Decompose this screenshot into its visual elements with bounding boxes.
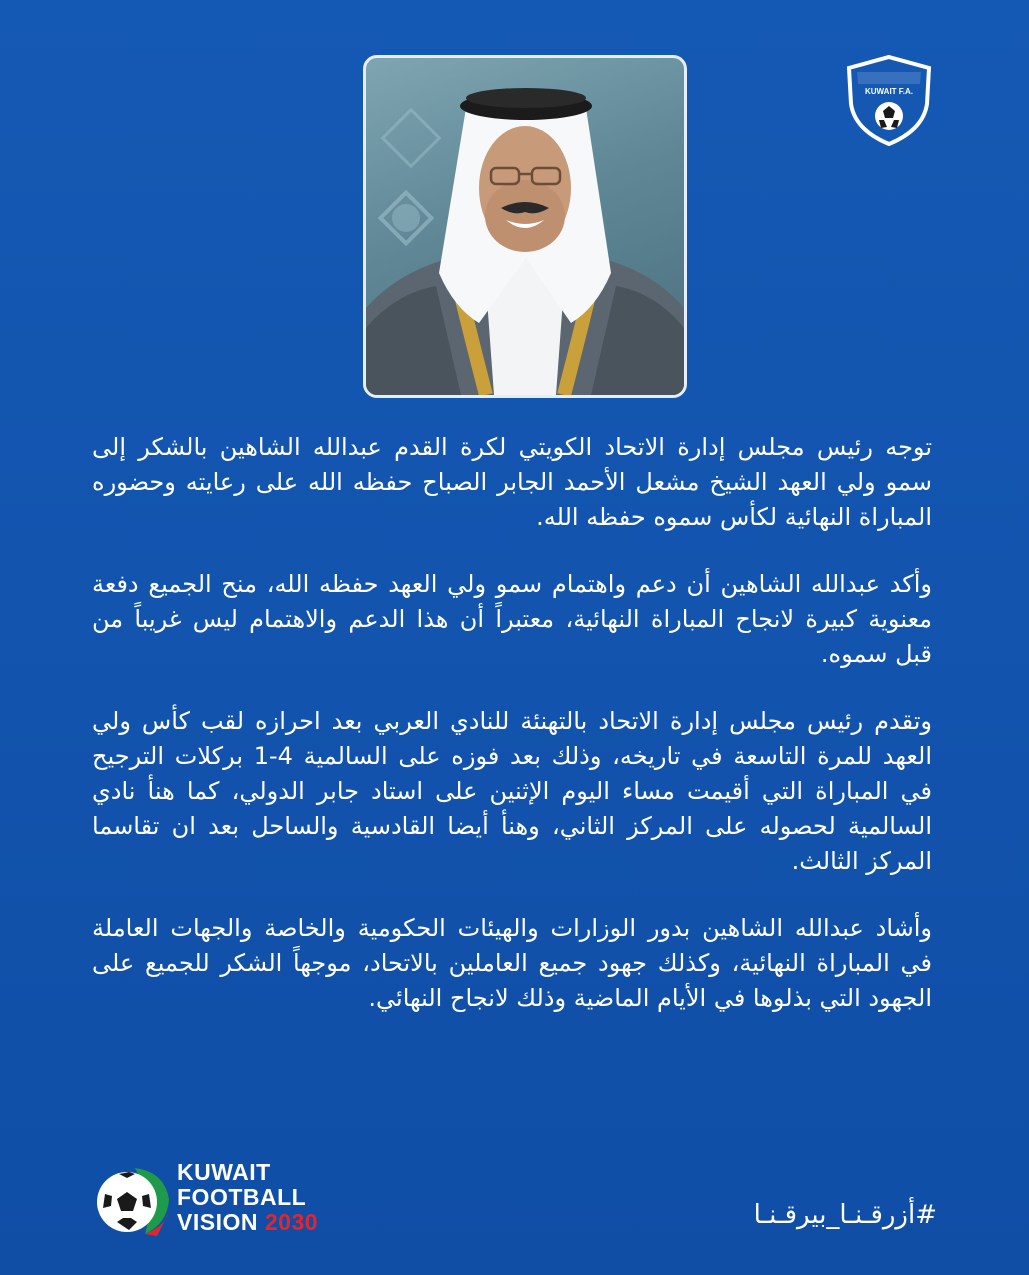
kuwait-football-vision-logo xyxy=(95,1160,385,1240)
portrait-photo xyxy=(363,55,687,398)
crest-label: KUWAIT F.A. xyxy=(865,87,913,96)
vision-line-vision xyxy=(177,1210,318,1235)
hashtag: #أزرقـنـا_بيرقـنـا xyxy=(753,1200,937,1230)
vision-wordmark xyxy=(177,1160,318,1235)
football-icon xyxy=(95,1162,171,1238)
paragraph: وأكد عبدالله الشاهين أن دعم واهتمام سمو ولي العهد حفظه الله، منح الجميع دفعة معنوية كبيرة لانجاح المباراة النهائية، معتبراً أن هذا الدعم والاهتمام ليس غريباً من قبل سموه. xyxy=(92,570,932,668)
paragraph: وتقدم رئيس مجلس إدارة الاتحاد بالتهنئة للنادي العربي بعد احرازه لقب كأس ولي العهد للمرة التاسعة في تاريخه، وذلك بعد فوزه على السالمية 4-1 بركلات الترجيح في المباراة التي أقيمت مساء اليوم الإثنين على استاد جابر الدولي، كما هنأ نادي السالمية لحصوله على المركز الثاني، وهنأ أيضا القادسية والساحل بعد ان تقاسما المركز الثالث. xyxy=(92,707,932,875)
vision-line-football: FOOTBALL xyxy=(177,1184,307,1210)
statement-text xyxy=(92,430,932,1048)
vision-line-kuwait: KUWAIT xyxy=(177,1159,271,1185)
paragraph: توجه رئيس مجلس إدارة الاتحاد الكويتي لكرة القدم عبدالله الشاهين بالشكر إلى سمو ولي العهد الشيخ مشعل الأحمد الجابر الصباح حفظه الله على رعايته وحضوره المباراة النهائية لكأس سموه حفظه الله. xyxy=(92,433,932,531)
vision-year: 2030 xyxy=(264,1209,319,1235)
vision-word: VISION xyxy=(177,1209,258,1235)
paragraph: وأشاد عبدالله الشاهين بدور الوزارات والهيئات الحكومية والخاصة والجهات العاملة في المباراة النهائية، وكذلك جهود جميع العاملين بالاتحاد، موجهاً الشكر للجميع على الجهود التي بذلوها في الأيام الماضية وذلك لانجاح النهائي. xyxy=(92,914,932,1012)
kuwait-fa-crest-icon xyxy=(843,54,935,146)
